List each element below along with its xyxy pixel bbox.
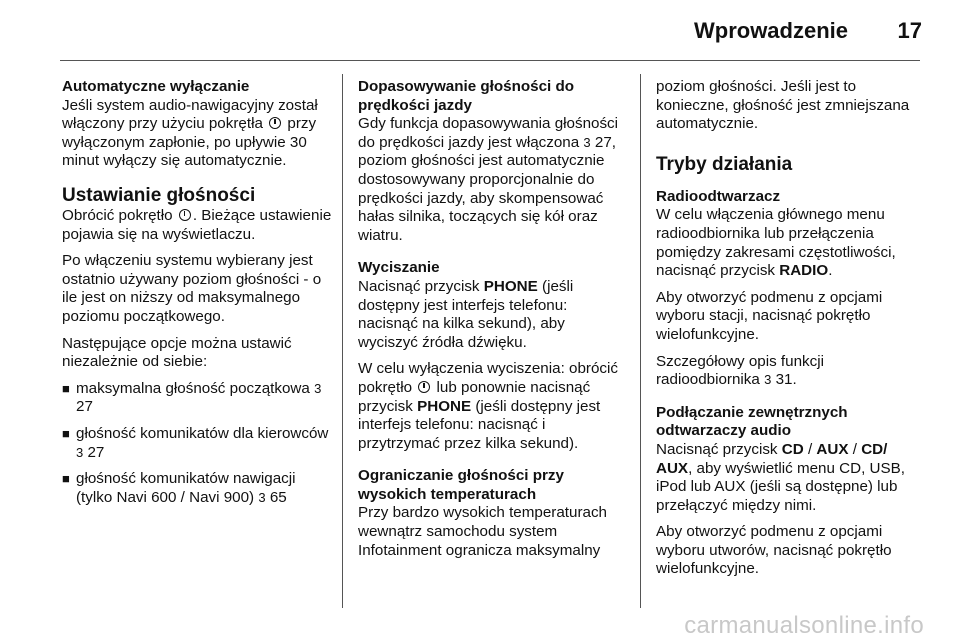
column-divider-2 [640,74,641,608]
paragraph-unmute: W celu wyłączenia wyciszenia: obrócić pokrętło lub ponownie nacisnąć przycisk PHONE (jeśli dostępny jest interfejs telefonu: nacisnąć i przytrzymać przez kilka sekund). [358,360,618,452]
list-item: ■ maksymalna głośność początkowa 3 27 [62,379,322,416]
cd-button-label: CD [781,440,804,458]
page-number: 17 [897,18,922,43]
paragraph-volume: Obrócić pokrętło . Bieżące ustawienie pojawia się na wyświetlaczu. [62,206,332,243]
cd-aux-button-label: CD/ AUX [656,440,888,477]
paragraph-radio-3: Szczegółowy opis funkcji radioodbiornika 3 31. [656,352,824,389]
header-divider [60,60,920,61]
paragraph-mute: Nacisnąć przycisk PHONE (jeśli dostępny jest interfejs telefonu: nacisnąć na kilka sekund), aby wyciszyć źródła dźwięku. [358,277,574,351]
heading-speed-volume: Dopasowywanie głośności do prędkości jazdy [358,78,575,114]
bullet-icon: ■ [62,425,70,441]
page-ref-icon: 3 [583,134,591,150]
paragraph-temperature-limit: Przy bardzo wysokich temperaturach wewnątrz samochodu system Infotainment ogranicza maksymalny [358,504,608,559]
paragraph-external-audio: Nacisnąć przycisk CD / AUX / CD/ AUX, aby wyświetlić menu CD, USB, iPod lub AUX (jeśli są dostępne) lub przełączyć między nimi. [656,440,905,514]
power-knob-icon [179,209,191,221]
paragraph-volume-3: Następujące opcje można ustawić niezależnie od siebie: [62,334,292,371]
watermark: carmanualsonline.info [684,612,924,639]
list-item: ■ głośność komunikatów dla kierowców 3 27 [62,424,329,461]
paragraph-external-audio-2: Aby otworzyć podmenu z opcjami wyboru utworów, nacisnąć pokrętło wielofunkcyjne. [656,523,892,578]
column-2 [358,78,628,568]
heading-radio: Radioodtwarzacz [656,187,781,205]
page-title: Wprowadzenie [693,18,848,43]
column-1 [62,78,332,515]
column-3 [656,78,926,587]
page-ref: 27 [87,443,105,461]
phone-button-label: PHONE [483,277,538,295]
page-ref-icon: 3 [314,380,322,396]
paragraph-volume-2: Po włączeniu systemu wybierany jest ostatnio używany poziom głośności - o ile jest on niższy od maksymalnego poziomu początkowego. [62,252,322,325]
paragraph-radio-2: Aby otworzyć podmenu z opcjami wyboru stacji, nacisnąć pokrętło wielofunkcyjne. [656,288,883,343]
page-ref-icon: 3 [76,444,84,460]
column-divider-1 [342,74,343,608]
paragraph-continued: poziom głośności. Jeśli jest to konieczne, głośność jest zmniejszana automatycznie. [656,78,910,133]
page-ref-icon: 3 [764,372,772,388]
paragraph-radio: W celu włączenia głównego menu radioodbiornika lub przełączenia pomiędzy zakresami częstotliwości, nacisnąć przycisk RADIO. [656,206,896,280]
radio-button-label: RADIO [779,262,829,280]
power-knob-icon [269,117,281,129]
aux-button-label: AUX [816,440,849,458]
heading-external-audio: Podłączanie zewnętrznych odtwarzaczy audio [656,403,848,440]
heading-temperature-limit: Ograniczanie głośności przy wysokich temperaturach [358,467,564,503]
power-knob-icon [418,381,430,393]
volume-options-list [62,380,332,508]
heading-auto-off: Automatyczne wyłączanie [62,78,250,95]
paragraph-speed-volume: Gdy funkcja dopasowywania głośności do prędkości jazdy jest włączona 3 27, poziom głośności jest automatycznie dostosowywany proporcjonalnie do prędkości jazdy, aby skompensować hałas silnika, toczących się kół oraz wiatru. [358,115,619,244]
bullet-icon: ■ [62,380,70,396]
page-ref: 27 [594,133,612,151]
page-ref-icon: 3 [258,489,266,505]
phone-button-label: PHONE [417,397,472,415]
heading-volume: Ustawianie głośności [62,184,256,206]
bullet-icon: ■ [62,471,70,487]
heading-mute: Wyciszanie [358,259,440,277]
page-ref: 27 [76,398,93,416]
paragraph-auto-off: Jeśli system audio-nawigacyjny został włączony przy użyciu pokrętła przy wyłączonym zapłonie, po upływie 30 minut wyłączy się automatycznie. [62,96,318,170]
list-item: ■ głośność komunikatów nawigacji (tylko Navi 600 / Navi 900) 3 65 [62,470,296,506]
heading-operating-modes: Tryby działania [656,153,793,175]
page-ref: 31 [775,371,793,389]
page-ref: 65 [269,488,287,506]
